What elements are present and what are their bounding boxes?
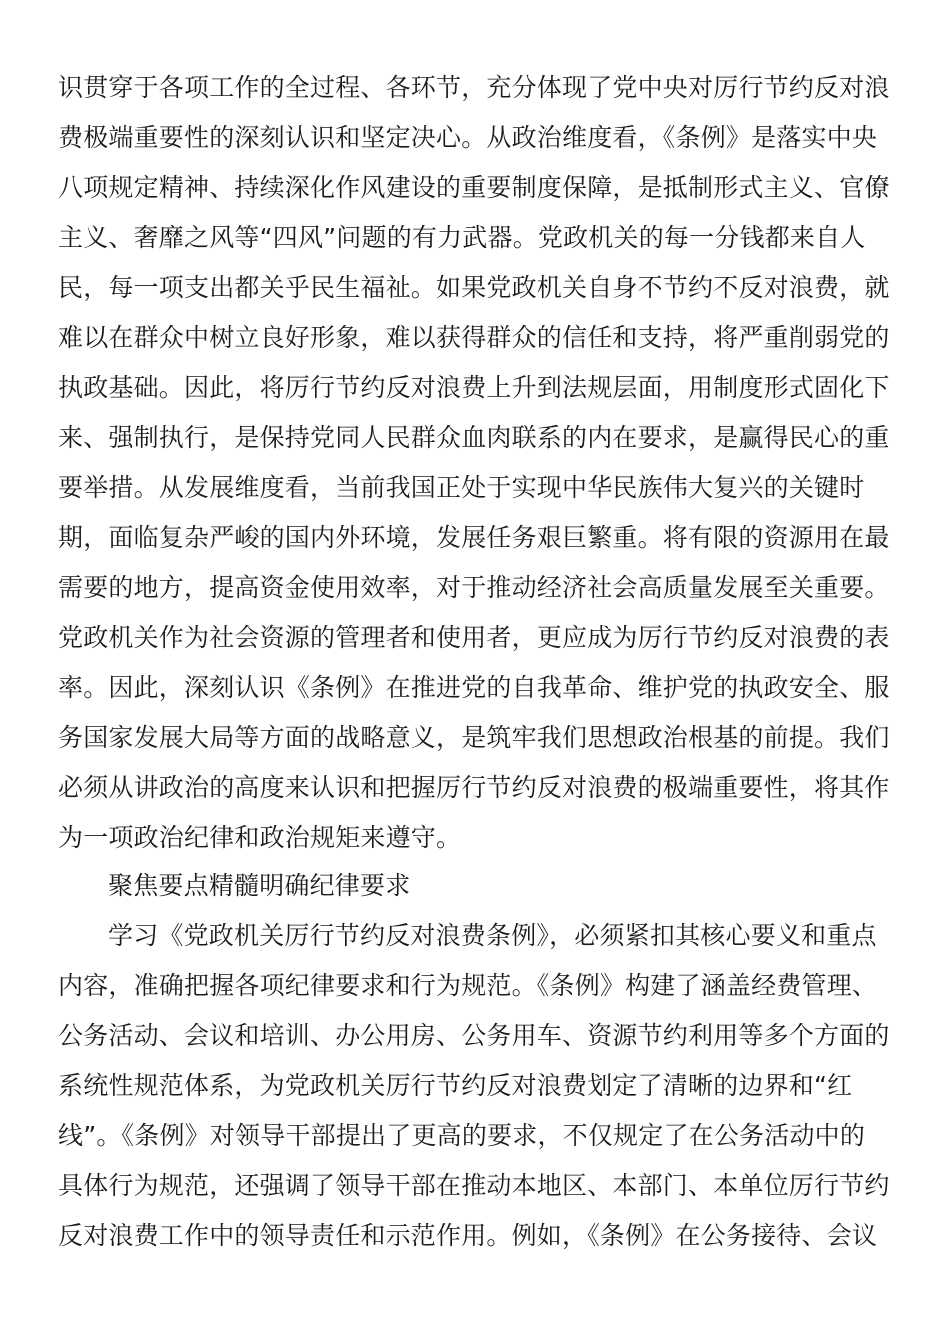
paragraph-line: 费极端重要性的深刻认识和坚定决心。从政治维度看，《条例》是落实中央	[58, 123, 878, 152]
paragraph-line: 识贯穿于各项工作的全过程、各环节，充分体现了党中央对厉行节约反对浪	[58, 73, 890, 102]
paragraph-line: 反对浪费工作中的领导责任和示范作用。例如，《条例》在公务接待、会议	[58, 1221, 878, 1250]
paragraph-line: 民，每一项支出都关乎民生福祉。如果党政机关自身不节约不反对浪费，就	[58, 273, 890, 302]
paragraph-line: 主义、奢靡之风等“四风”问题的有力武器。党政机关的每一分钱都来自人	[58, 223, 866, 252]
paragraph-line: 执政基础。因此，将厉行节约反对浪费上升到法规层面，用制度形式固化下	[58, 373, 890, 402]
paragraph-line: 需要的地方，提高资金使用效率，对于推动经济社会高质量发展至关重要。	[58, 573, 890, 602]
paragraph-line: 难以在群众中树立良好形象，难以获得群众的信任和支持，将严重削弱党的	[58, 323, 890, 352]
paragraph-line: 务国家发展大局等方面的战略意义，是筑牢我们思想政治根基的前提。我们	[58, 723, 890, 752]
section-heading: 聚焦要点精髓明确纪律要求	[108, 871, 411, 900]
paragraph-line: 期，面临复杂严峻的国内外环境，发展任务艰巨繁重。将有限的资源用在最	[58, 523, 890, 552]
paragraph-line: 要举措。从发展维度看，当前我国正处于实现中华民族伟大复兴的关键时	[58, 473, 865, 502]
paragraph-line: 内容，准确把握各项纪律要求和行为规范。《条例》构建了涵盖经费管理、	[58, 971, 878, 1000]
paragraph-line: 具体行为规范，还强调了领导干部在推动本地区、本部门、本单位厉行节约	[58, 1171, 890, 1200]
paragraph-line: 系统性规范体系，为党政机关厉行节约反对浪费划定了清晰的边界和“红	[58, 1071, 853, 1100]
paragraph-line: 八项规定精神、持续深化作风建设的重要制度保障，是抵制形式主义、官僚	[58, 173, 890, 202]
paragraph-line: 来、强制执行，是保持党同人民群众血肉联系的内在要求，是赢得民心的重	[58, 423, 890, 452]
paragraph-line: 公务活动、会议和培训、办公用房、公务用车、资源节约利用等多个方面的	[58, 1021, 890, 1050]
paragraph-line: 学习《党政机关厉行节约反对浪费条例》，必须紧扣其核心要义和重点	[108, 921, 877, 950]
paragraph-line: 必须从讲政治的高度来认识和把握厉行节约反对浪费的极端重要性，将其作	[58, 773, 890, 802]
paragraph-line: 率。因此，深刻认识《条例》在推进党的自我革命、维护党的执政安全、服	[58, 673, 890, 702]
paragraph-line: 党政机关作为社会资源的管理者和使用者，更应成为厉行节约反对浪费的表	[58, 623, 890, 652]
paragraph-line: 为一项政治纪律和政治规矩来遵守。	[58, 823, 462, 852]
paragraph-line: 线”。《条例》对领导干部提出了更高的要求，不仅规定了在公务活动中的	[58, 1121, 866, 1150]
